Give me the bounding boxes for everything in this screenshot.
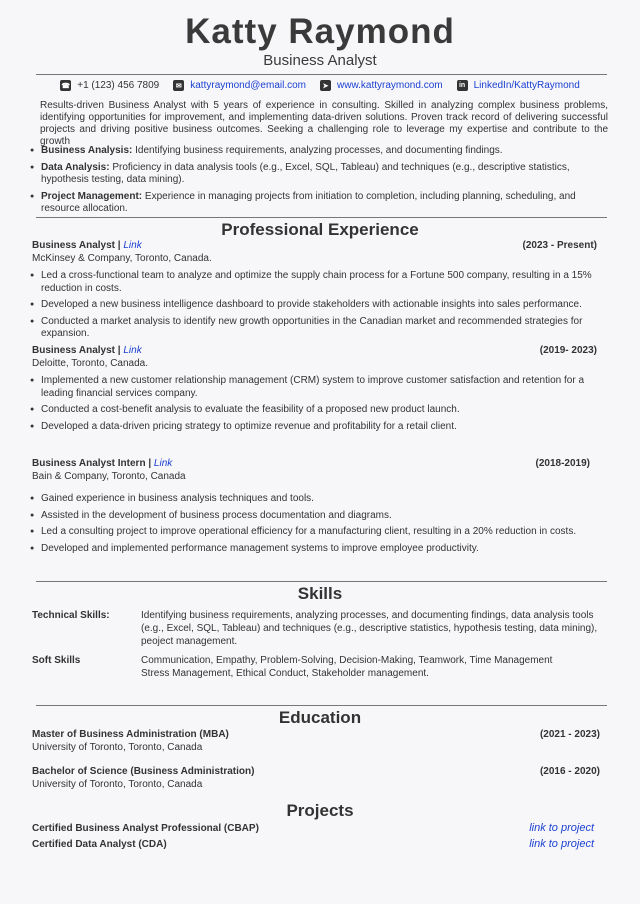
highlights-list [30,145,610,220]
project-entry [32,823,594,834]
list-item: ● Developed and implemented performance management systems to improve employee productivity. [30,543,610,556]
summary-paragraph: Results-driven Business Analyst with 5 years of experience in consulting. Skilled in analyzing complex business problems, identifying opportunities for improvement, and implementing data-driven solutions. Proven track record of delivering successful projects and driving positive business outcomes. Seeking a challenging role to leverage my expertise and contribute to the growth [40,100,608,147]
project-title: Certified Business Analyst Professional (CBAP) [32,823,259,834]
cursor-icon: ➤ [320,80,331,91]
skills-heading: Skills [297,584,343,603]
education-entry [32,729,600,753]
skill-value: Identifying business requirements, analyzing processes, and documenting findings, data analysis tools (e.g., Excel, SQL, Tableau) and techniques (e.g., descriptive statistics, hypothesis testing, data mining), peoject management. [141,610,598,647]
list-item [30,145,610,158]
list-item: ● Led a consulting project to improve operational efficiency for a manufacturing client, resulting in a 20% reduction in costs. [30,526,610,539]
education-entry [32,766,600,790]
job-company: McKinsey & Company, Toronto, Canada. [32,253,212,264]
section-divider [36,705,607,706]
list-item: ● Developed a new business intelligence dashboard to provide stakeholders with actionable insights into sales performance. [30,299,610,312]
list-item: ● Assisted in the development of business process documentation and diagrams. [30,510,610,523]
job-entry [32,345,597,369]
list-item: ● Developed a data-driven pricing strategy to optimize revenue and profitability for a retail client. [30,421,610,434]
highlight-label: Business Analysis: [41,145,133,156]
job-link[interactable]: Link [153,458,173,469]
job-title-text: Business Analyst | [32,240,124,251]
job-date: (2018-2019) [535,458,590,469]
project-link[interactable]: link to project [529,838,594,850]
job-bullets [30,375,610,437]
education-date: (2016 - 2020) [539,766,600,777]
highlight-label: Data Analysis: [41,161,110,173]
job-bullets [30,270,610,345]
list-item: ● Conducted a cost-benefit analysis to evaluate the feasibility of a proposed new product launch. [30,404,610,417]
job-company: Deloitte, Toronto, Canada. [32,358,149,369]
education-date: (2021 - 2023) [539,729,600,740]
list-item: ● Implemented a new customer relationship management (CRM) system to improve customer satisfaction and retention for a leading financial services company. [30,375,610,400]
skill-value: Communication, Empathy, Problem-Solving, Decision-Making, Teamwork, Time Management Stress Management, Ethical Conduct, Stakeholder management. [141,655,553,679]
highlight-text: Experience in managing projects from initiation to completion, including planning, scheduling, and resource allocation. [41,190,576,214]
phone-text: +1 (123) 456 7809 [77,80,160,91]
linkedin-icon: in [457,80,468,91]
candidate-name: Katty Raymond [185,12,455,51]
highlight-text: Identifying business requirements, analyzing processes, and documenting findings. [132,145,503,156]
website-link[interactable]: www.kattyraymond.com [337,80,443,91]
job-title [32,240,597,251]
header-divider [36,74,607,75]
skill-label: Technical Skills: [32,610,110,621]
list-item [30,191,610,216]
list-item: ● Led a cross-functional team to analyze and optimize the supply chain process for a Fortune 500 company, resulting in a 15% reduction in costs. [30,270,610,295]
candidate-role: Business Analyst [263,52,377,69]
job-date: (2019- 2023) [539,345,597,356]
contact-linkedin[interactable] [457,80,580,91]
skill-label: Soft Skills [32,655,81,666]
degree-title: Bachelor of Science (Business Administration) [32,766,255,777]
contact-email[interactable] [173,80,306,91]
email-link[interactable]: kattyraymond@email.com [190,80,306,91]
job-company: Bain & Company, Toronto, Canada [32,471,186,482]
job-title-text: Business Analyst Intern | [32,458,154,469]
highlight-label: Project Management: [41,190,143,202]
education-heading: Education [278,708,362,727]
section-divider [36,581,607,582]
job-link[interactable]: Link [123,345,142,356]
experience-heading: Professional Experience [221,220,419,239]
job-title [32,345,597,356]
school-name: University of Toronto, Toronto, Canada [32,779,203,790]
linkedin-link[interactable]: LinkedIn/KattyRaymond [473,80,580,91]
degree-title: Master of Business Administration (MBA) [32,729,229,740]
job-title-text: Business Analyst | [32,345,124,356]
job-date: (2023 - Present) [522,240,597,251]
job-entry [32,240,597,264]
project-title: Certified Data Analyst (CDA) [32,839,167,850]
section-divider [36,217,607,218]
job-entry [32,458,597,482]
list-item: ● Conducted a market analysis to identify new growth opportunities in the Canadian market and recommended strategies for expansion. [30,316,610,341]
job-bullets [30,493,610,559]
contact-website[interactable] [320,80,443,91]
project-entry [32,839,594,850]
contact-bar [0,80,640,91]
job-title [32,458,597,469]
job-link[interactable]: Link [123,240,142,251]
highlight-text: Proficiency in data analysis tools (e.g., Excel, SQL, Tableau) and techniques (e.g., descriptive statistics, hypothesis testing, data mining). [41,161,570,185]
school-name: University of Toronto, Toronto, Canada [32,742,203,753]
email-icon: ✉ [173,80,184,91]
projects-heading: Projects [286,801,354,820]
list-item [30,162,610,187]
contact-phone [60,80,159,91]
list-item: ● Gained experience in business analysis techniques and tools. [30,493,610,506]
project-link[interactable]: link to project [529,822,594,834]
phone-icon: ☎ [60,80,71,91]
